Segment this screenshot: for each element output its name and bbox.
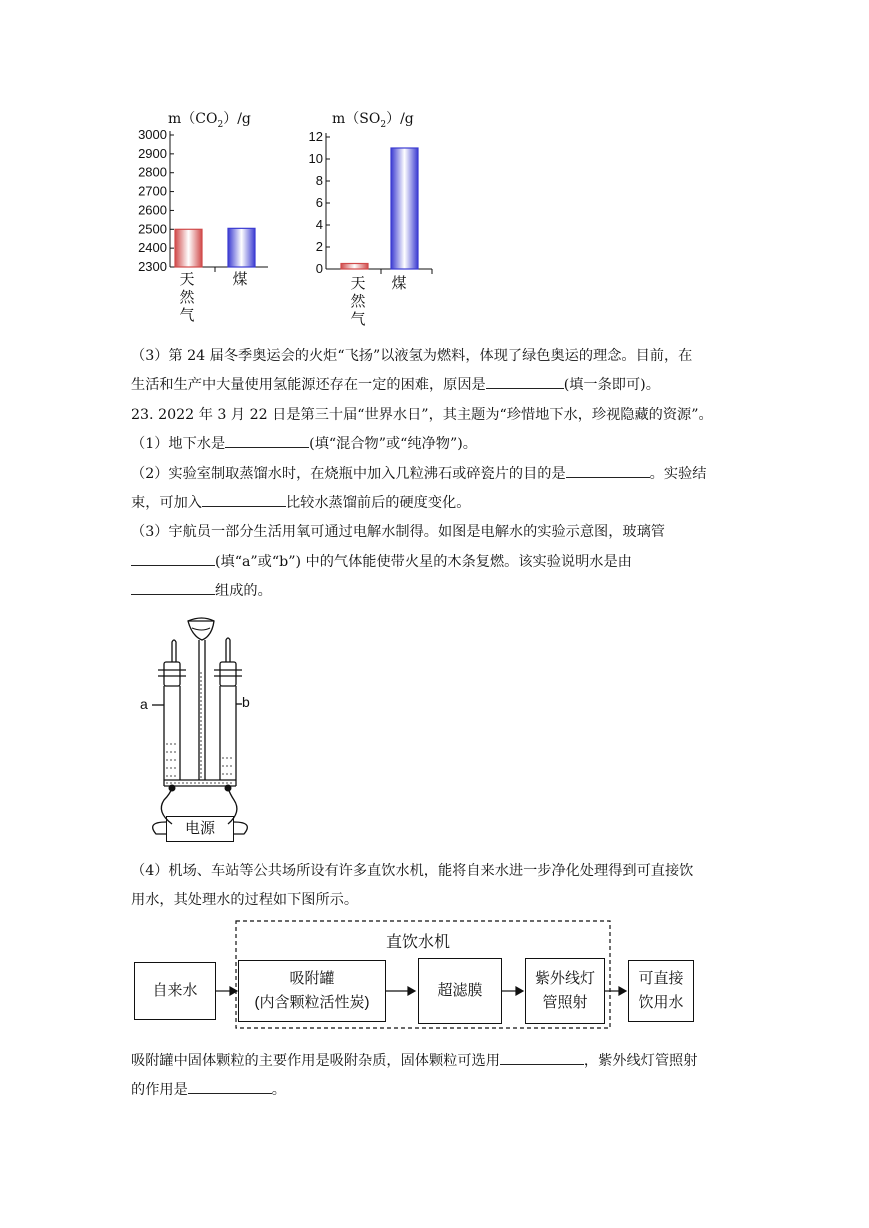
q22-3-text-a: （3）第 24 届冬季奥运会的火炬“飞扬”以液氢为燃料，体现了绿色奥运的理念。目前，在 [131,348,693,364]
co2-cat1-label: 天然气 [179,270,195,324]
water-machine-flow-diagram [130,918,700,1034]
q23-2-line2 [131,489,751,518]
drinking-water-label-2: 饮用水 [638,994,684,1011]
q23-4-text-a: （4）机场、车站等公共场所设有许多直饮水机，能将自来水进一步净化处理得到可直接饮 [131,863,694,879]
co2-cat2-label: 煤 [232,270,248,288]
bar-2 [391,148,418,269]
drinking-water-label-1: 可直接 [638,970,684,987]
y-tick-label: 2400 [138,240,167,256]
electrolysis-apparatus [136,612,266,844]
q22-3-line1 [131,342,751,371]
adsorption-tank-note: (内含颗粒活性炭) [254,994,370,1011]
q23-3-text-a: （3）宇航员一部分生活用氧可通过电解水制得。如图是电解水的实验示意图，玻璃管 [131,524,665,540]
tap-water-box [134,962,216,1020]
q23-1-text-a: （1）地下水是 [131,436,226,452]
answer-blank[interactable] [131,580,215,595]
y-tick-label: 2600 [138,202,167,218]
y-tick-label: 2800 [138,164,167,180]
machine-title: 直饮水机 [386,934,451,951]
bar-2 [228,228,255,267]
bar-1 [341,264,368,270]
y-tick-label: 2 [315,239,323,254]
q22-3-text-b2: (填一条即可)。 [563,377,660,393]
q23-3-line2 [131,548,751,577]
q23-1-text-b: (填“混合物”或“纯净物”)。 [309,436,477,452]
answer-blank[interactable] [188,1079,272,1094]
answer-blank[interactable] [566,463,650,478]
q23-4-text-b: 用水，其处理水的过程如下图所示。 [131,892,359,908]
y-tick-label: 12 [308,129,323,144]
so2-cat2-label: 煤 [391,274,407,292]
y-tick-label: 8 [315,173,323,188]
uv-lamp-label-1: 紫外线灯 [534,970,595,987]
q23-4-text-d2: 。 [271,1082,286,1098]
bar-1 [175,229,202,267]
y-tick-label: 2300 [138,259,167,274]
q23-4-line4 [131,1076,751,1105]
adsorption-tank-box [238,960,386,1022]
tube-a-label: a [140,696,148,712]
q23-2-text-b: 。实验结 [649,466,707,482]
co2-chart [128,108,278,338]
so2-chart [298,108,448,338]
y-tick-label: 4 [315,217,323,232]
q23-2-text-d: 比较水蒸馏前后的硬度变化。 [285,495,471,511]
q23-4-line3 [131,1047,751,1076]
electrolysis-drawing [136,612,266,844]
y-tick-label: 2500 [138,221,167,237]
co2-chart-svg [128,108,278,338]
answer-blank[interactable] [225,433,309,448]
so2-chart-svg [298,108,448,338]
q23-2-text-c: 束，可加入 [131,495,202,511]
q22-3-text-b1: 生活和生产中大量使用氢能源还存在一定的困难，原因是 [131,377,486,393]
y-tick-label: 2700 [138,183,167,199]
power-supply-box: 电源 [166,816,234,842]
q22-3-line2 [131,371,751,400]
q23-title [131,401,751,430]
q23-4-text-d1: 的作用是 [131,1082,188,1098]
q23-3-text-c: 组成的。 [215,583,272,599]
q23-1 [131,430,751,459]
tube-b-label: b [242,694,250,710]
q23-4-text-c1: 吸附罐中固体颗粒的主要作用是吸附杂质，固体颗粒可选用 [131,1053,500,1069]
adsorption-tank-label: 吸附罐 [289,970,335,987]
y-tick-label: 3000 [138,127,167,142]
q23-3-text-b: (填“a”或“b”) 中的气体能使带火星的木条复燃。该实验说明水是由 [215,554,632,570]
q23-4-line2 [131,886,751,915]
q23-2-text-a: （2）实验室制取蒸馏水时，在烧瓶中加入几粒沸石或碎瓷片的目的是 [131,466,566,482]
q23-3-line3 [131,577,751,606]
uv-lamp-label-2: 管照射 [542,994,588,1011]
so2-cat1-label: 天然气 [350,274,366,328]
answer-blank[interactable] [486,374,564,389]
answer-blank[interactable] [202,492,286,507]
drinking-water-box [628,960,694,1022]
q23-4-text-c2: ，紫外线灯管照射 [583,1053,698,1069]
uv-lamp-box [525,958,605,1024]
ultrafilter-label: 超滤膜 [437,982,483,999]
answer-blank[interactable] [131,551,215,566]
co2-chart-title: $m(CO_2)/g$ [168,111,251,130]
tap-water-label: 自来水 [152,982,198,999]
y-tick-label: 6 [315,195,323,210]
q23-3-line1 [131,518,751,547]
q23-title-text: 23. 2022 年 3 月 22 日是第三十届“世界水日”，其主题为“珍惜地下水，珍视隐藏的资源”。 [131,407,713,423]
q23-2-line1 [131,460,751,489]
q23-4-line1 [131,857,751,886]
answer-blank[interactable] [500,1050,584,1065]
y-tick-label: 0 [315,261,323,276]
y-tick-label: 2900 [138,145,167,161]
so2-chart-title: $m(SO_2)/g$ [332,111,414,130]
ultrafilter-box [418,958,502,1024]
y-tick-label: 10 [308,151,323,166]
